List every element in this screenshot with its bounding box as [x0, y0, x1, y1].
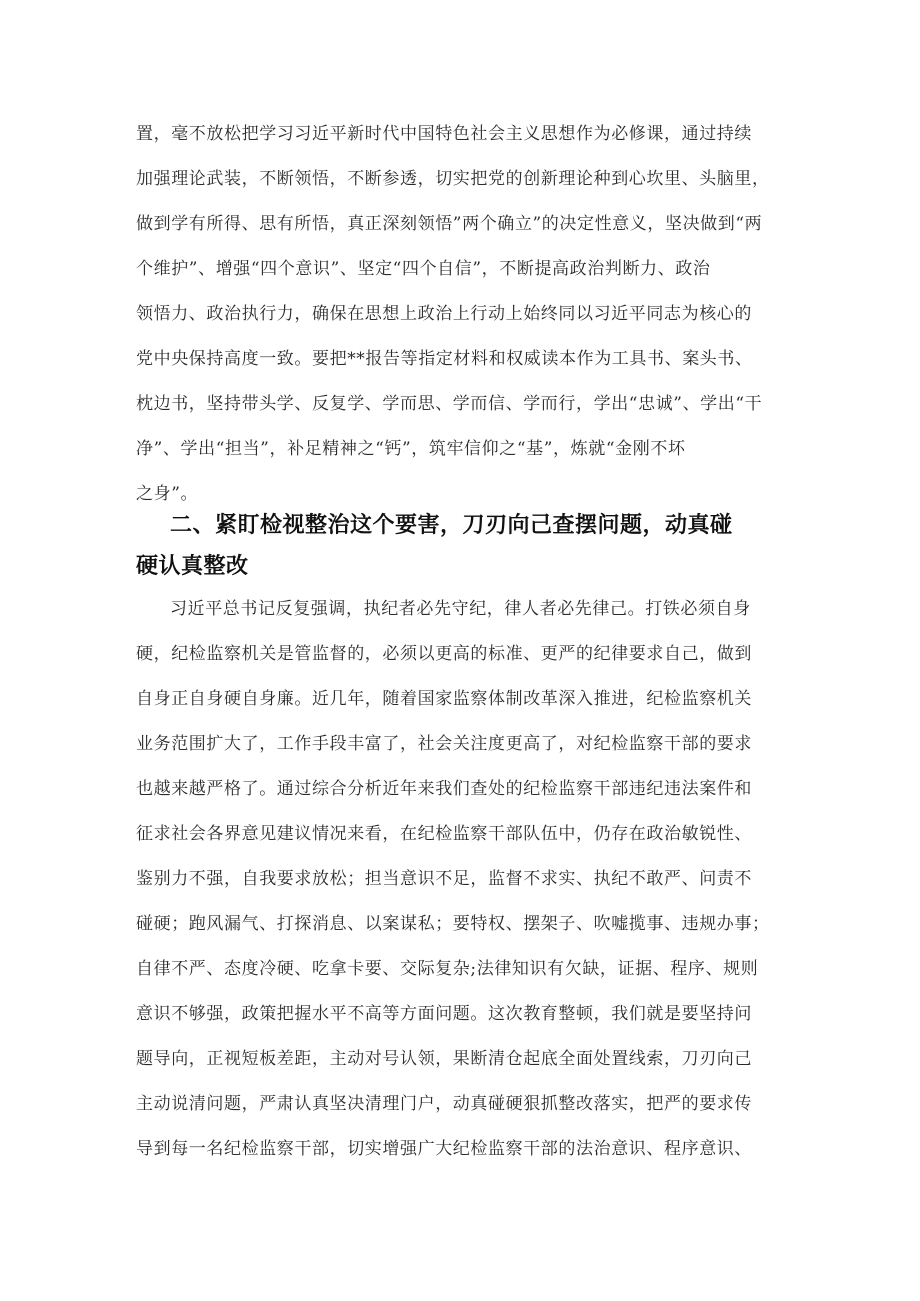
paragraph-line: 之身”。 [136, 484, 199, 504]
paragraph-line: 也越来越严格了。通过综合分析近年来我们查处的纪检监察干部违纪违法案件和 [136, 779, 752, 799]
paragraph-line: 业务范围扩大了，工作手段丰富了，社会关注度更高了，对纪检监察干部的要求 [136, 734, 752, 754]
paragraph-line: 题导向，正视短板差距，主动对号认领，果断清仓起底全面处置线索，刀刃向己 [136, 1049, 752, 1069]
paragraph-line: 征求社会各界意见建议情况来看，在纪检监察干部队伍中，仍存在政治敏锐性、 [136, 824, 752, 844]
paragraph-line: 领悟力、政治执行力，确保在思想上政治上行动上始终同以习近平同志为核心的 [136, 304, 752, 324]
paragraph-line: 习近平总书记反复强调，执纪者必先守纪，律人者必先律己。打铁必须自身 [170, 599, 751, 619]
section-heading-line: 硬认真整改 [136, 554, 249, 579]
paragraph-line: 自身正自身硬自身廉。近几年，随着国家监察体制改革深入推进，纪检监察机关 [136, 689, 752, 709]
paragraph-line: 个维护”、增强“四个意识”、坚定“四个自信”，不断提高政治判断力、政治 [136, 259, 711, 279]
paragraph-line: 置，毫不放松把学习习近平新时代中国特色社会主义思想作为必修课，通过持续 [136, 124, 752, 144]
paragraph-line: 硬，纪检监察机关是管监督的，必须以更高的标准、更严的纪律要求自己，做到 [136, 644, 752, 664]
paragraph-line: 自律不严、态度冷硬、吃拿卡要、交际复杂;法律知识有欠缺，证据、程序、规则 [136, 959, 759, 979]
paragraph-line: 枕边书，坚持带头学、反复学、学而思、学而信、学而行，学出“忠诚”、学出“干 [136, 394, 763, 414]
paragraph-line: 净”、学出“担当”，补足精神之“钙”，筑牢信仰之“基”，炼就“金刚不坏 [136, 439, 686, 459]
paragraph-line: 党中央保持高度一致。要把**报告等指定材料和权威读本作为工具书、案头书、 [136, 349, 753, 369]
paragraph-line: 导到每一名纪检监察干部，切实增强广大纪检监察干部的法治意识、程序意识、 [136, 1139, 752, 1159]
paragraph-line: 鉴别力不强，自我要求放松；担当意识不足，监督不求实、执纪不敢严、问责不 [136, 869, 752, 889]
section-heading-line: 二、紧盯检视整治这个要害，刀刃向己查摆问题，动真碰 [170, 513, 733, 538]
paragraph-line: 主动说清问题，严肃认真坚决清理门户，动真碰硬狠抓整改落实，把严的要求传 [136, 1094, 752, 1114]
paragraph-line: 碰硬；跑风漏气、打探消息、以案谋私；要特权、摆架子、吹嘘揽事、违规办事； [136, 914, 770, 934]
paragraph-line: 加强理论武装，不断领悟，不断参透，切实把党的创新理论种到心坎里、头脑里， [136, 169, 770, 189]
paragraph-line: 意识不够强，政策把握水平不高等方面问题。这次教育整顿，我们就是要坚持问 [136, 1004, 752, 1024]
paragraph-line: 做到学有所得、思有所悟，真正深刻领悟”两个确立”的决定性意义，坚决做到“两 [136, 214, 763, 234]
